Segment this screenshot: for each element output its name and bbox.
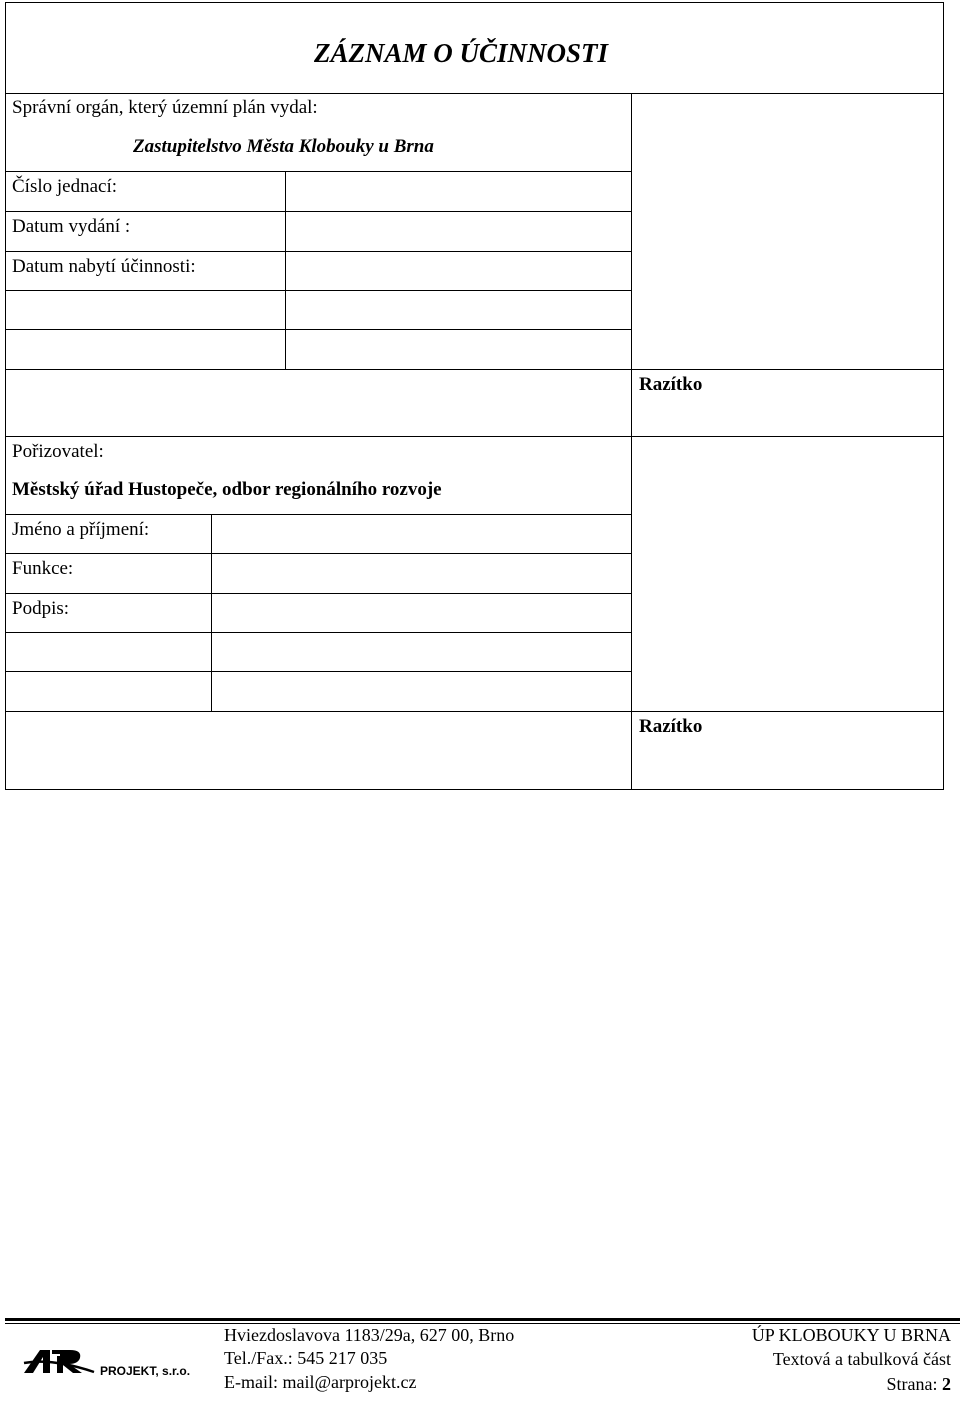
document-part: Textová a tabulková část	[772, 1349, 951, 1369]
authority-label: Správní orgán, který územní plán vydal:	[12, 97, 318, 118]
record-stamp-label: Razítko	[639, 374, 703, 395]
ref-number-field[interactable]	[292, 177, 626, 205]
signature-label: Podpis:	[12, 598, 70, 619]
company-phone: Tel./Fax.: 545 217 035	[224, 1348, 388, 1368]
company-address: Hviezdoslavova 1183/29a, 627 00, Brno	[224, 1325, 515, 1345]
page-number: 2	[942, 1374, 951, 1394]
procurer-name: Městský úřad Hustopeče, odbor regionálního rozvoje	[12, 479, 442, 500]
company-email: E-mail: mail@arprojekt.cz	[224, 1372, 417, 1392]
procurer-label: Pořizovatel:	[12, 441, 104, 462]
procurer-stamp-label: Razítko	[639, 716, 703, 737]
issue-date-label: Datum vydání :	[12, 216, 131, 237]
function-label: Funkce:	[12, 558, 74, 579]
authority-name: Zastupitelstvo Města Klobouky u Brna	[133, 136, 434, 157]
logo-company-name: PROJEKT, s.r.o.	[100, 1364, 191, 1378]
effective-date-field[interactable]	[292, 257, 626, 285]
ar-projekt-logo	[22, 1346, 98, 1376]
ref-number-label: Číslo jednací:	[12, 176, 118, 197]
record-title: ZÁZNAM O ÚČINNOSTI	[314, 38, 609, 68]
page-indicator	[887, 1375, 952, 1393]
full-name-label: Jméno a příjmení:	[12, 519, 150, 540]
effective-date-label: Datum nabytí účinnosti:	[12, 256, 196, 277]
issue-date-field[interactable]	[292, 217, 626, 245]
page-label: Strana:	[886, 1374, 938, 1394]
function-field[interactable]	[218, 559, 626, 587]
project-title: ÚP KLOBOUKY U BRNA	[751, 1325, 951, 1345]
full-name-field[interactable]	[218, 520, 626, 548]
